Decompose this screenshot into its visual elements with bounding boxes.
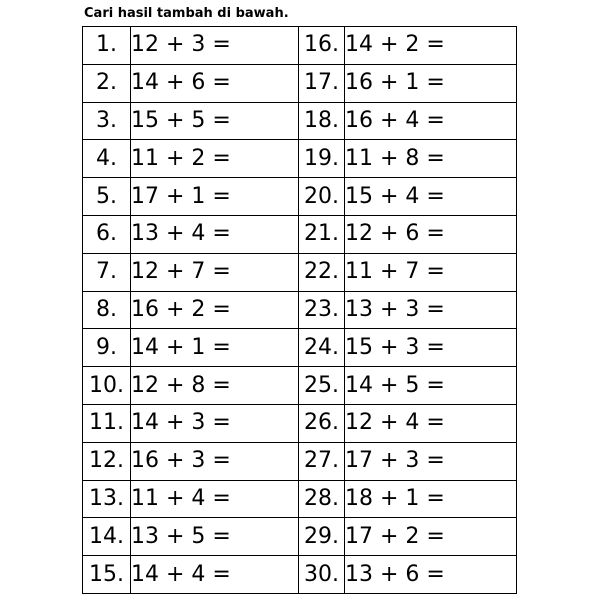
question-expression: 17 + 1 =	[131, 178, 299, 216]
question-number: 21.	[299, 215, 345, 253]
question-number: 19.	[299, 140, 345, 178]
addition-table-body	[83, 27, 517, 594]
question-expression: 15 + 4 =	[345, 178, 517, 216]
question-number: 17.	[299, 64, 345, 102]
question-expression: 12 + 4 =	[345, 404, 517, 442]
question-number: 14.	[83, 518, 131, 556]
question-number: 13.	[83, 480, 131, 518]
question-expression: 15 + 5 =	[131, 102, 299, 140]
question-expression: 17 + 2 =	[345, 518, 517, 556]
table-row	[83, 27, 517, 65]
question-expression: 17 + 3 =	[345, 442, 517, 480]
question-expression: 13 + 6 =	[345, 556, 517, 594]
question-number: 1.	[83, 27, 131, 65]
question-expression: 18 + 1 =	[345, 480, 517, 518]
question-expression: 14 + 3 =	[131, 404, 299, 442]
question-expression: 12 + 8 =	[131, 367, 299, 405]
question-expression: 13 + 4 =	[131, 215, 299, 253]
question-expression: 11 + 7 =	[345, 253, 517, 291]
question-number: 2.	[83, 64, 131, 102]
question-expression: 16 + 3 =	[131, 442, 299, 480]
question-number: 8.	[83, 291, 131, 329]
table-row	[83, 556, 517, 594]
table-row	[83, 404, 517, 442]
question-expression: 14 + 2 =	[345, 27, 517, 65]
question-expression: 12 + 7 =	[131, 253, 299, 291]
question-number: 22.	[299, 253, 345, 291]
question-expression: 13 + 3 =	[345, 291, 517, 329]
question-number: 26.	[299, 404, 345, 442]
question-number: 25.	[299, 367, 345, 405]
question-number: 11.	[83, 404, 131, 442]
table-row	[83, 102, 517, 140]
question-number: 6.	[83, 215, 131, 253]
question-expression: 15 + 3 =	[345, 329, 517, 367]
question-expression: 14 + 1 =	[131, 329, 299, 367]
question-expression: 16 + 2 =	[131, 291, 299, 329]
question-number: 16.	[299, 27, 345, 65]
question-expression: 12 + 6 =	[345, 215, 517, 253]
table-row	[83, 178, 517, 216]
question-number: 27.	[299, 442, 345, 480]
table-row	[83, 367, 517, 405]
question-expression: 12 + 3 =	[131, 27, 299, 65]
question-number: 20.	[299, 178, 345, 216]
question-number: 12.	[83, 442, 131, 480]
question-expression: 16 + 4 =	[345, 102, 517, 140]
question-expression: 11 + 8 =	[345, 140, 517, 178]
worksheet-instruction: Cari hasil tambah di bawah.	[84, 6, 289, 21]
question-expression: 14 + 4 =	[131, 556, 299, 594]
question-expression: 14 + 5 =	[345, 367, 517, 405]
table-row	[83, 291, 517, 329]
question-expression: 11 + 2 =	[131, 140, 299, 178]
table-row	[83, 329, 517, 367]
table-row	[83, 480, 517, 518]
question-number: 3.	[83, 102, 131, 140]
question-number: 5.	[83, 178, 131, 216]
question-number: 24.	[299, 329, 345, 367]
question-number: 15.	[83, 556, 131, 594]
question-expression: 11 + 4 =	[131, 480, 299, 518]
question-number: 18.	[299, 102, 345, 140]
question-number: 9.	[83, 329, 131, 367]
question-number: 30.	[299, 556, 345, 594]
table-row	[83, 518, 517, 556]
question-number: 7.	[83, 253, 131, 291]
table-row	[83, 140, 517, 178]
question-number: 4.	[83, 140, 131, 178]
table-row	[83, 64, 517, 102]
question-number: 28.	[299, 480, 345, 518]
addition-table	[82, 26, 517, 594]
table-row	[83, 442, 517, 480]
question-expression: 16 + 1 =	[345, 64, 517, 102]
question-number: 10.	[83, 367, 131, 405]
table-row	[83, 215, 517, 253]
question-number: 29.	[299, 518, 345, 556]
question-expression: 13 + 5 =	[131, 518, 299, 556]
question-expression: 14 + 6 =	[131, 64, 299, 102]
table-row	[83, 253, 517, 291]
question-number: 23.	[299, 291, 345, 329]
